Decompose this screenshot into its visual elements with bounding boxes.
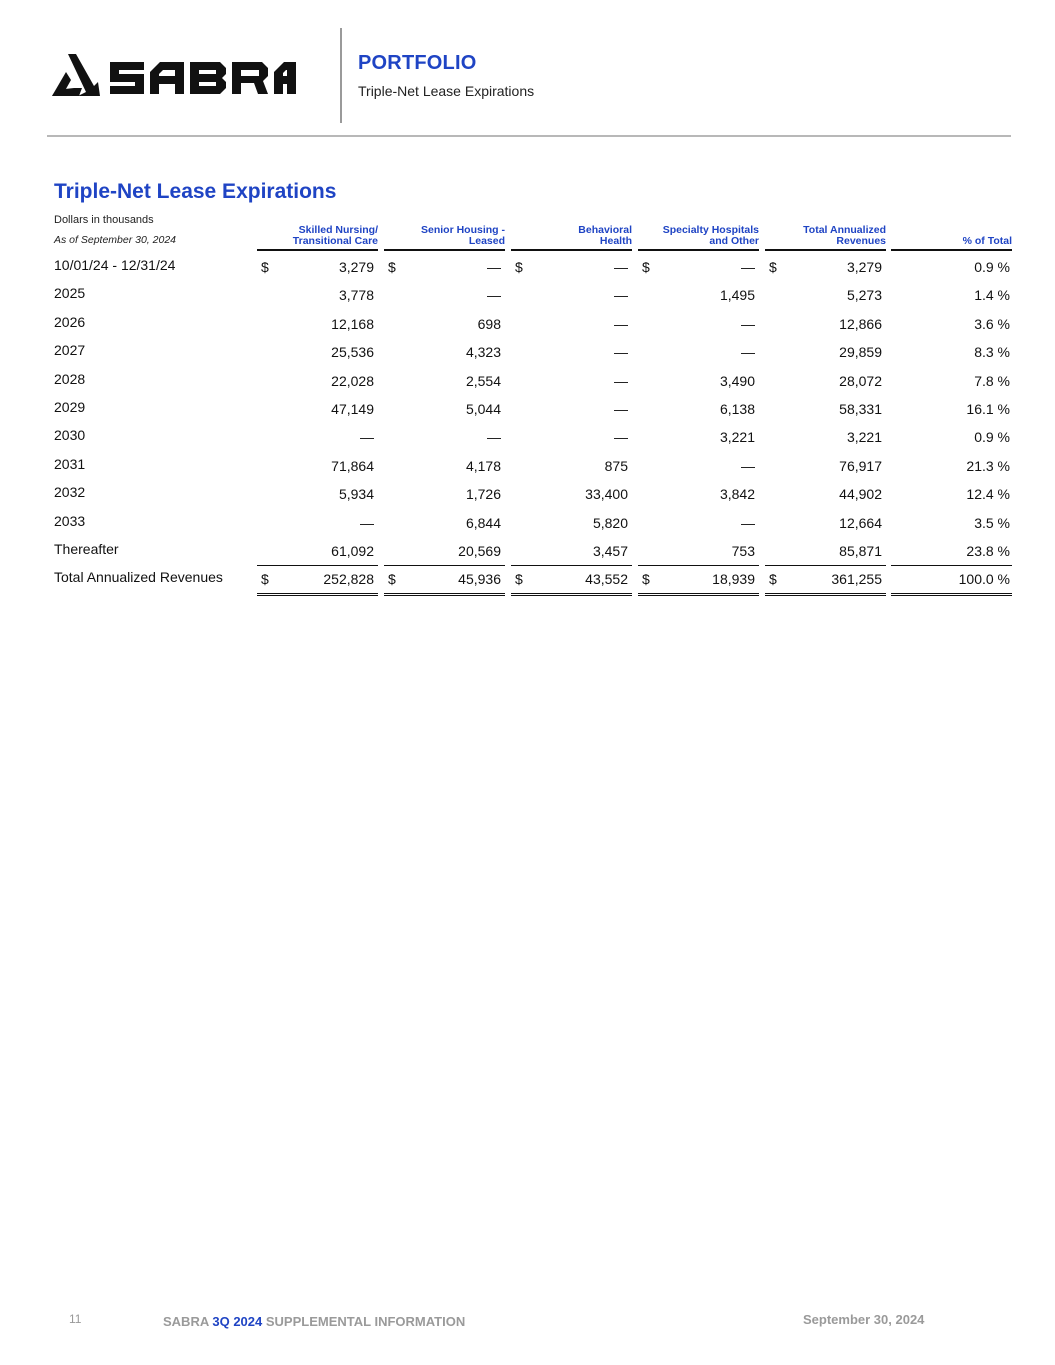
table-cell (891, 373, 1012, 395)
currency-symbol: $ (261, 259, 269, 275)
cell-value: 875 (604, 457, 628, 474)
cell-value: 1,726 (465, 486, 501, 503)
row-label: Total Annualized Revenues (54, 569, 223, 586)
table-cell (891, 458, 1012, 480)
cell-value: — (614, 372, 628, 389)
cell-value: 0.9 % (974, 429, 1010, 446)
cell-value: 3,842 (719, 486, 755, 503)
cell-value: 753 (731, 543, 755, 559)
table-cell (638, 458, 759, 480)
cell-value: 3,457 (592, 543, 628, 559)
table-cell (384, 543, 505, 566)
column-header-line: Transitional Care (292, 234, 378, 247)
footer-title-suffix: SUPPLEMENTAL INFORMATION (265, 1314, 466, 1329)
row-label: 2032 (54, 484, 86, 501)
table-cell (891, 287, 1012, 309)
table-cell (638, 571, 759, 596)
table-cell (511, 344, 632, 366)
cell-value: 12,664 (839, 514, 882, 531)
table-cell (765, 344, 886, 366)
table-cell (765, 316, 886, 338)
cell-value: 3,279 (846, 259, 882, 275)
table-cell (765, 458, 886, 480)
table-row (0, 394, 1055, 422)
table-cell (638, 429, 759, 451)
cell-value: 3,490 (719, 372, 755, 389)
cell-value: 0.9 % (974, 259, 1010, 275)
table-cell (765, 373, 886, 395)
table-cell (511, 316, 632, 338)
cell-value: 2,554 (465, 372, 501, 389)
currency-symbol: $ (642, 571, 650, 588)
cell-value: 1,495 (719, 287, 755, 304)
cell-value: 3.5 % (974, 514, 1010, 531)
table-cell (384, 344, 505, 366)
page-number: 11 (69, 1312, 82, 1326)
cell-value: 21.3 % (966, 457, 1010, 474)
cell-value: 12,866 (839, 315, 882, 332)
sabra-logo (52, 52, 297, 98)
table-cell (638, 486, 759, 508)
table-row (0, 366, 1055, 394)
cell-value: 44,902 (839, 486, 882, 503)
table-cell (257, 571, 378, 596)
cell-value: 45,936 (458, 571, 501, 588)
row-label: 2029 (54, 399, 86, 415)
footer-date: September 30, 2024 (803, 1312, 925, 1327)
row-label: 2027 (54, 342, 86, 359)
currency-symbol: $ (515, 571, 523, 588)
table-cell (891, 571, 1012, 596)
cell-value: 5,820 (592, 514, 628, 531)
cell-value: — (614, 259, 628, 275)
cell-value: 8.3 % (974, 344, 1010, 361)
table-row (0, 337, 1055, 365)
cell-value: 85,871 (839, 543, 882, 559)
table-cell (511, 515, 632, 537)
currency-symbol: $ (769, 259, 777, 275)
header-rule (47, 135, 1011, 137)
table-cell (511, 571, 632, 596)
units-note: Dollars in thousands (54, 214, 154, 226)
table-cell (511, 429, 632, 451)
cell-value: 23.8 % (966, 543, 1010, 559)
table-cell (765, 486, 886, 508)
row-label: 2026 (54, 313, 86, 330)
table-cell (638, 401, 759, 423)
table-cell (257, 373, 378, 395)
cell-value: 76,917 (839, 457, 882, 474)
table-cell (638, 259, 759, 281)
table-cell (384, 458, 505, 480)
table-cell (257, 429, 378, 451)
column-header-line: Senior Housing - (421, 224, 505, 236)
row-label: 2030 (54, 427, 86, 444)
cell-value: — (741, 514, 755, 531)
column-header-line: Behavioral (578, 224, 632, 236)
table-cell (384, 259, 505, 281)
table-row (0, 309, 1055, 337)
table-row (0, 564, 1055, 592)
cell-value: 361,255 (831, 571, 882, 588)
table-cell (384, 373, 505, 395)
cell-value: 20,569 (458, 543, 501, 559)
table-cell (257, 515, 378, 537)
cell-value: — (487, 429, 501, 446)
table-cell (891, 259, 1012, 281)
table-row (0, 252, 1055, 280)
cell-value: 5,934 (338, 486, 374, 503)
column-header-line: Skilled Nursing/ (298, 224, 378, 236)
table-cell (891, 401, 1012, 423)
column-header-total-revenues (765, 225, 886, 251)
cell-value: 12.4 % (966, 486, 1010, 503)
table-row (0, 451, 1055, 479)
column-header-line: % of Total (962, 234, 1012, 247)
cell-value: 5,044 (465, 401, 501, 417)
cell-value: 47,149 (331, 401, 374, 417)
column-header-line: and Other (709, 234, 759, 247)
cell-value: — (614, 344, 628, 361)
table-cell (257, 486, 378, 508)
table-cell (511, 486, 632, 508)
currency-symbol: $ (388, 259, 396, 275)
cell-value: 29,859 (839, 344, 882, 361)
table-title: Triple-Net Lease Expirations (54, 180, 337, 203)
table-cell (384, 515, 505, 537)
cell-value: 4,323 (465, 344, 501, 361)
cell-value: — (741, 315, 755, 332)
footer-title (163, 1314, 465, 1329)
table-cell (384, 486, 505, 508)
cell-value: — (741, 259, 755, 275)
cell-value: 33,400 (585, 486, 628, 503)
cell-value: — (360, 429, 374, 446)
cell-value: 100.0 % (958, 571, 1010, 588)
cell-value: — (360, 514, 374, 531)
table-cell (638, 344, 759, 366)
table-row (0, 422, 1055, 450)
table-cell (765, 401, 886, 423)
table-cell (891, 429, 1012, 451)
table-cell (384, 287, 505, 309)
column-header-specialty-hospitals (638, 225, 759, 251)
table-cell (257, 259, 378, 281)
column-header-percent-total (891, 225, 1012, 251)
table-cell (765, 515, 886, 537)
table-cell (257, 344, 378, 366)
column-header-behavioral-health (511, 225, 632, 251)
table-cell (384, 571, 505, 596)
table-cell (891, 515, 1012, 537)
cell-value: 25,536 (331, 344, 374, 361)
cell-value: — (741, 344, 755, 361)
cell-value: 3.6 % (974, 315, 1010, 332)
table-cell (511, 259, 632, 281)
row-label: Thereafter (54, 541, 119, 557)
table-cell (257, 543, 378, 566)
column-header-line: Health (599, 234, 632, 247)
cell-value: 3,778 (338, 287, 374, 304)
table-cell (638, 515, 759, 537)
cell-value: — (487, 259, 501, 275)
cell-value: 22,028 (331, 372, 374, 389)
cell-value: 43,552 (585, 571, 628, 588)
cell-value: — (614, 287, 628, 304)
cell-value: 4,178 (465, 457, 501, 474)
row-label: 2028 (54, 370, 86, 387)
cell-value: 71,864 (331, 457, 374, 474)
footer-title-prefix: SABRA (163, 1314, 209, 1329)
table-cell (511, 287, 632, 309)
currency-symbol: $ (261, 571, 269, 588)
cell-value: 1.4 % (974, 287, 1010, 304)
table-row (0, 479, 1055, 507)
table-row (0, 508, 1055, 536)
cell-value: 3,221 (719, 429, 755, 446)
table-cell (257, 458, 378, 480)
cell-value: 18,939 (712, 571, 755, 588)
row-label: 10/01/24 - 12/31/24 (54, 257, 176, 273)
table-cell (765, 571, 886, 596)
table-cell (891, 543, 1012, 566)
cell-value: — (614, 315, 628, 332)
table-cell (765, 429, 886, 451)
cell-value: 698 (477, 315, 501, 332)
table-cell (638, 316, 759, 338)
cell-value: 28,072 (839, 372, 882, 389)
cell-value: — (741, 457, 755, 474)
currency-symbol: $ (388, 571, 396, 588)
table-cell (511, 458, 632, 480)
cell-value: 6,844 (465, 514, 501, 531)
table-cell (891, 486, 1012, 508)
table-cell (511, 401, 632, 423)
cell-value: 12,168 (331, 315, 374, 332)
row-label: 2025 (54, 285, 86, 302)
column-header-skilled-nursing (257, 225, 378, 251)
table-cell (638, 373, 759, 395)
header-divider (340, 28, 342, 123)
section-title: PORTFOLIO (358, 52, 477, 74)
table-cell (765, 287, 886, 309)
cell-value: 58,331 (839, 401, 882, 417)
cell-value: 16.1 % (966, 401, 1010, 417)
cell-value: — (487, 287, 501, 304)
footer-title-accent: 3Q 2024 (212, 1314, 263, 1329)
table-cell (891, 344, 1012, 366)
cell-value: 3,221 (846, 429, 882, 446)
table-cell (257, 401, 378, 423)
as-of-note: As of September 30, 2024 (54, 234, 176, 246)
table-cell (384, 316, 505, 338)
page-header (0, 0, 1055, 140)
cell-value: 7.8 % (974, 372, 1010, 389)
table-cell (891, 316, 1012, 338)
table-cell (765, 259, 886, 281)
cell-value: 252,828 (323, 571, 374, 588)
cell-value: — (614, 401, 628, 417)
cell-value: 61,092 (331, 543, 374, 559)
table-cell (257, 287, 378, 309)
column-header-line: Leased (468, 234, 505, 247)
table-cell (257, 316, 378, 338)
table-cell (384, 401, 505, 423)
column-header-senior-housing (384, 225, 505, 251)
cell-value: 5,273 (846, 287, 882, 304)
table-cell (638, 287, 759, 309)
currency-symbol: $ (769, 571, 777, 588)
row-label: 2031 (54, 455, 86, 472)
section-subtitle: Triple-Net Lease Expirations (358, 83, 535, 99)
table-cell (511, 543, 632, 566)
table-cell (638, 543, 759, 566)
cell-value: 3,279 (338, 259, 374, 275)
table-cell (765, 543, 886, 566)
cell-value: 6,138 (719, 401, 755, 417)
column-header-line: Specialty Hospitals (662, 224, 759, 236)
currency-symbol: $ (515, 259, 523, 275)
table-row (0, 536, 1055, 564)
cell-value: — (614, 429, 628, 446)
table-row (0, 280, 1055, 308)
table-cell (384, 429, 505, 451)
row-label: 2033 (54, 512, 86, 529)
column-header-line: Total Annualized (803, 224, 886, 236)
column-header-line: Revenues (836, 234, 886, 247)
sabra-logo-mark (52, 52, 297, 98)
currency-symbol: $ (642, 259, 650, 275)
table-cell (511, 373, 632, 395)
